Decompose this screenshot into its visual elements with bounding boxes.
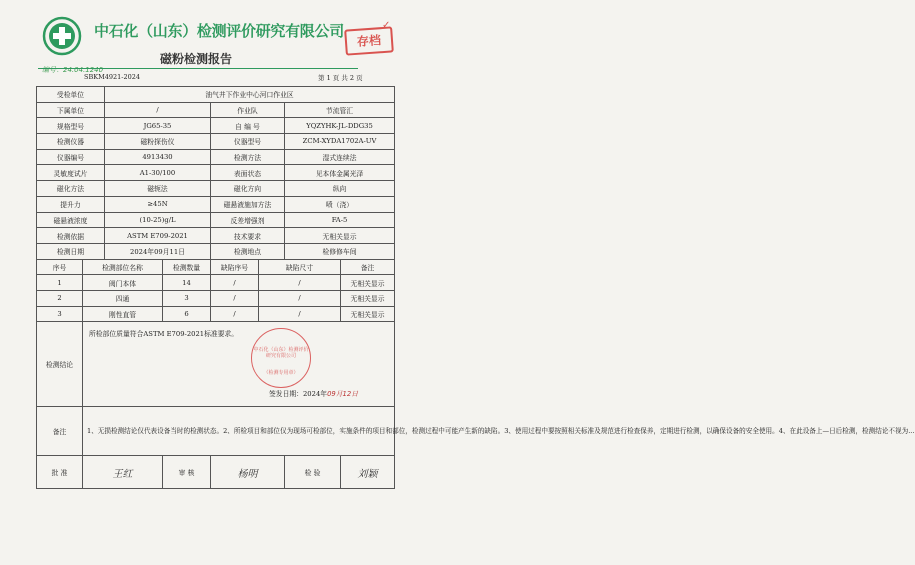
result-qty: 6 [163,306,211,322]
inspector-signature: 刘颖 [341,456,395,489]
lift-value: ≥45N [105,196,211,212]
results-header-qty: 检测数量 [163,259,211,275]
application-value: 喷（浇） [285,196,395,212]
magnetization-value: 磁轭法 [105,181,211,197]
surface-label: 表面状态 [211,165,285,181]
result-defect-size: / [259,275,341,291]
results-header-part: 检测部位名称 [83,259,163,275]
application-label: 磁悬液施加方法 [211,196,285,212]
sign-date [269,388,358,398]
page-number: 第 1 页 共 2 页 [318,74,363,82]
surface-value: 见本体金属光泽 [285,165,395,181]
organization-name: 中石化（山东）检测评价研究有限公司 [94,22,344,40]
table-row [37,275,395,291]
sign-date-year: 2024年 [302,390,328,399]
result-remark: 无相关显示 [341,275,395,291]
result-qty: 3 [163,290,211,306]
instrument-row [37,134,395,150]
result-part: 刚性直管 [83,306,163,322]
result-part: 四通 [83,290,163,306]
standard-row [37,228,395,244]
instrument-no-row [37,149,395,165]
method-label: 检测方法 [211,149,285,165]
location-label: 检测地点 [211,243,285,259]
signature-row [37,456,395,489]
contrast-label: 反差增强剂 [211,212,285,228]
results-header-defect-no: 缺陷序号 [211,259,259,275]
concentration-value: (10-25)g/L [105,212,211,228]
location-value: 检修修车间 [285,243,395,259]
client-label: 受检单位 [37,87,105,103]
sensitivity-row [37,165,395,181]
magnetization-row [37,181,395,197]
self-no-value: YQZYHK-JL-DDG35 [285,118,395,134]
result-remark: 无相关显示 [341,306,395,322]
results-header-defect-size: 缺陷尺寸 [259,259,341,275]
check-mark-icon: ✓ [382,20,391,31]
standard-label: 检测依据 [37,228,105,244]
conclusion-label: 检测结论 [37,322,83,407]
contrast-value: FA-5 [285,212,395,228]
magnetization-label: 磁化方法 [37,181,105,197]
result-qty: 14 [163,275,211,291]
requirement-label: 技术要求 [211,228,285,244]
conclusion-cell [83,322,395,407]
inspection-seal [251,328,311,388]
report-title: 磁粉检测报告 [160,52,233,66]
result-defect-no: / [211,306,259,322]
reviewer-label: 审 核 [163,456,211,489]
requirement-value: 无相关显示 [285,228,395,244]
instrument-label: 检测仪器 [37,134,105,150]
seal-text: 中石化（山东）检测评价研究有限公司 [253,347,309,360]
inspection-table [36,86,915,489]
sensitivity-value: A1-30/100 [105,165,211,181]
reviewer-signature: 杨明 [211,456,285,489]
result-no: 2 [37,290,83,306]
result-defect-size: / [259,290,341,306]
date-row [37,243,395,259]
sign-date-month: 09月 [327,390,343,399]
lift-row [37,196,395,212]
report-number: SBKM4921-2024 [84,73,141,81]
spec-row [37,118,395,134]
spec-label: 规格型号 [37,118,105,134]
result-remark: 无相关显示 [341,290,395,306]
inspector-label: 检 验 [285,456,341,489]
sign-date-prefix: 签发日期： [269,390,303,399]
result-defect-no: / [211,275,259,291]
approver-signature: 王红 [83,456,163,489]
notes-label: 备注 [37,407,83,456]
result-part: 阀门本体 [83,275,163,291]
table-row [37,290,395,306]
work-team-label: 作业队 [211,102,285,118]
header-divider [38,68,358,69]
result-defect-no: / [211,290,259,306]
result-no: 1 [37,275,83,291]
company-logo-icon [42,16,82,56]
sub-unit-row [37,102,395,118]
archive-stamp: 存档 [344,26,394,55]
notes-row [37,407,395,456]
standard-value: ASTM E709-2021 [105,228,211,244]
notes-text: 1、无损检测结论仅代表设备当时的检测状态。2、所检项目和部位仅为现场可检部位，实施条件的项目和部位，检测过程中可能产生新的缺陷。3、使用过程中要按照相关标准及规范进行检查保养，定期进行检测，以确保设备的安全使用。4、在此设备上—日后检测，检测结论不视为... [83,407,395,456]
concentration-label: 磁悬液浓度 [37,212,105,228]
instrument-value: 磁粉探伤仪 [105,134,211,150]
instrument-model-label: 仪器型号 [211,134,285,150]
seal-subtitle: （检测专用章） [263,370,299,377]
approver-label: 批 准 [37,456,83,489]
work-team-value: 节流管汇 [285,102,395,118]
sensitivity-label: 灵敏度试片 [37,165,105,181]
date-label: 检测日期 [37,243,105,259]
concentration-row [37,212,395,228]
lift-label: 提升力 [37,196,105,212]
sign-date-day: 12日 [342,390,358,399]
direction-label: 磁化方向 [211,181,285,197]
instrument-no-value: 4913430 [105,149,211,165]
method-value: 湿式连续法 [285,149,395,165]
client-row [37,87,395,103]
date-value: 2024年09月11日 [105,243,211,259]
spec-value: JG65-35 [105,118,211,134]
sub-unit-value: / [105,102,211,118]
table-row [37,306,395,322]
conclusion-row [37,322,395,407]
results-header-no: 序号 [37,259,83,275]
result-no: 3 [37,306,83,322]
self-no-label: 自 编 号 [211,118,285,134]
instrument-model-value: ZCM-XYDA1702A-UV [285,134,395,150]
direction-value: 纵向 [285,181,395,197]
client-value: 油气井下作业中心河口作业区 [105,87,395,103]
results-header-remark: 备注 [341,259,395,275]
result-defect-size: / [259,306,341,322]
instrument-no-label: 仪器编号 [37,149,105,165]
handwritten-number: 编号：24.04.1240 [42,66,104,74]
results-header-row [37,259,395,275]
sub-unit-label: 下属单位 [37,102,105,118]
conclusion-text: 所检部位质量符合ASTM E709-2021标准要求。 [89,330,239,339]
